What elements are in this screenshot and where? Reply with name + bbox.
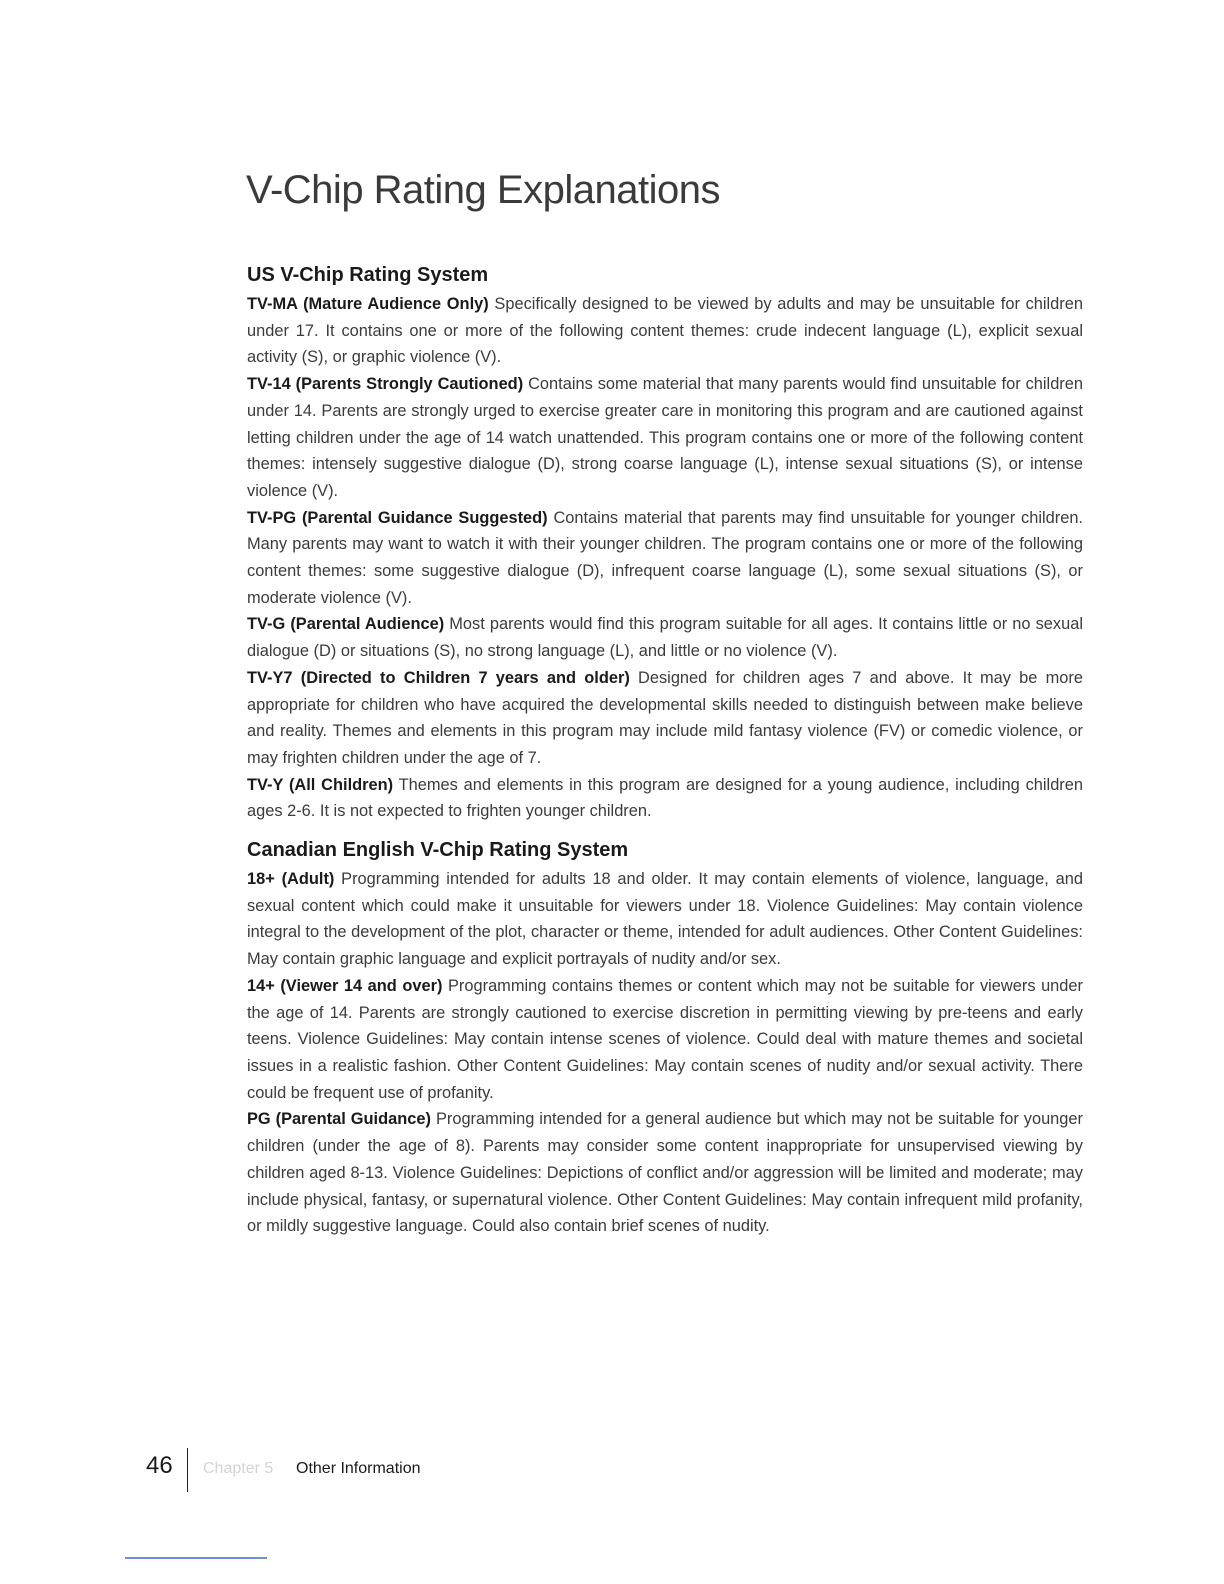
rating-term: 18+ (Adult) [247, 870, 335, 889]
us-section-heading: US V-Chip Rating System [247, 264, 489, 286]
rating-description: Designed for children ages 7 and above. It may be more appropriate for children who have acquired the developmental skills needed to distinguish between make believe and reality. Themes and elements in this program may include mild fantasy violence (FV) or comedic violence, or may frighten children under the age of 7. [247, 668, 1083, 767]
document-body [247, 262, 1083, 1240]
rating-term: TV-MA (Mature Audience Only) [247, 295, 489, 313]
rating-term: TV-PG (Parental Guidance Suggested) [247, 508, 548, 527]
rating-term: TV-14 (Parents Strongly Cautioned) [247, 375, 524, 394]
rating-description: Programming contains themes or content which may not be suitable for viewers under the age of 14. Parents are strongly cautioned to exercise discretion in permitting viewing by pre-teens and early teens. Violence Guidelines: May contain intense scenes of violence. Could deal with mature themes and societal issues in a realistic fashion. Other Content Guidelines: May contain scenes of nudity and/or sexual activity. There could be frequent use of profanity. [247, 976, 1083, 1102]
rating-description: Contains some material that many parents would find unsuitable for children under 14. Parents are strongly urged to exercise greater care in monitoring this program and are cautioned against letting children under the age of 14 watch unattended. This program contains one or more of the following content themes: intensely suggestive dialogue (D), strong coarse language (L), intense sexual situations (S), or intense violence (V). [247, 375, 1083, 500]
rating-description: Programming intended for adults 18 and older. It may contain elements of violence, language, and sexual content which could make it unsuitable for viewers under 18. Violence Guidelines: May contain violence integral to the development of the plot, character or theme, intended for adult audiences. Other Content Guidelines: May contain graphic language and explicit portrayals of nudity and/or sex. [247, 870, 1083, 969]
rating-entry-tv-ma [247, 291, 1083, 371]
rating-term: PG (Parental Guidance) [247, 1110, 431, 1129]
rating-description: Contains material that parents may find unsuitable for younger children. Many parents may want to watch it with their younger children. The program contains one or more of the following content themes: some suggestive dialogue (D), infrequent coarse language (L), some sexual situations (S), or moderate violence (V). [247, 508, 1083, 607]
rating-description: Programming intended for a general audience but which may not be suitable for younger children (under the age of 8). Parents may consider some content inappropriate for unsupervised viewing by children aged 8-13. Violence Guidelines: Depictions of conflict and/or aggression will be limited and moderate; may include physical, fantasy, or supernatural violence. Other Content Guidelines: May contain infrequent mild profanity, or mildly suggestive language. Could also contain brief scenes of nudity. [247, 1110, 1083, 1236]
ca-section-heading: Canadian English V-Chip Rating System [247, 839, 629, 862]
rating-term: TV-G (Parental Audience) [247, 615, 445, 634]
rating-entry-14-plus [247, 973, 1083, 1107]
rating-term: 14+ (Viewer 14 and over) [247, 976, 443, 995]
rating-entry-tv-y [247, 772, 1083, 825]
rating-term: TV-Y (All Children) [247, 775, 394, 794]
rating-entry-tv-14 [247, 371, 1083, 505]
rating-entry-tv-pg [247, 505, 1083, 612]
footer-divider [187, 1448, 188, 1492]
rating-entry-18-plus [247, 866, 1083, 973]
rating-term: TV-Y7 (Directed to Children 7 years and older) [247, 668, 630, 687]
chapter-label: Chapter 5 [203, 1460, 274, 1477]
rating-entry-tv-y7 [247, 665, 1083, 772]
page-number: 46 [146, 1452, 173, 1479]
bottom-rule [125, 1557, 267, 1559]
rating-description: Themes and elements in this program are designed for a young audience, including children ages 2-6. It is not expected to frighten younger children. [247, 775, 1083, 821]
rating-description: Most parents would find this program suitable for all ages. It contains little or no sexual dialogue (D) or situations (S), no strong language (L), and little or no violence (V). [247, 615, 1083, 661]
rating-entry-pg [247, 1106, 1083, 1240]
page-title: V-Chip Rating Explanations [246, 168, 720, 212]
chapter-name: Other Information [296, 1460, 421, 1477]
rating-description: Specifically designed to be viewed by adults and may be unsuitable for children under 17. It contains one or more of the following content themes: crude indecent language (L), explicit sexual activity (S), or graphic violence (V). [247, 295, 1083, 367]
rating-entry-tv-g [247, 611, 1083, 664]
